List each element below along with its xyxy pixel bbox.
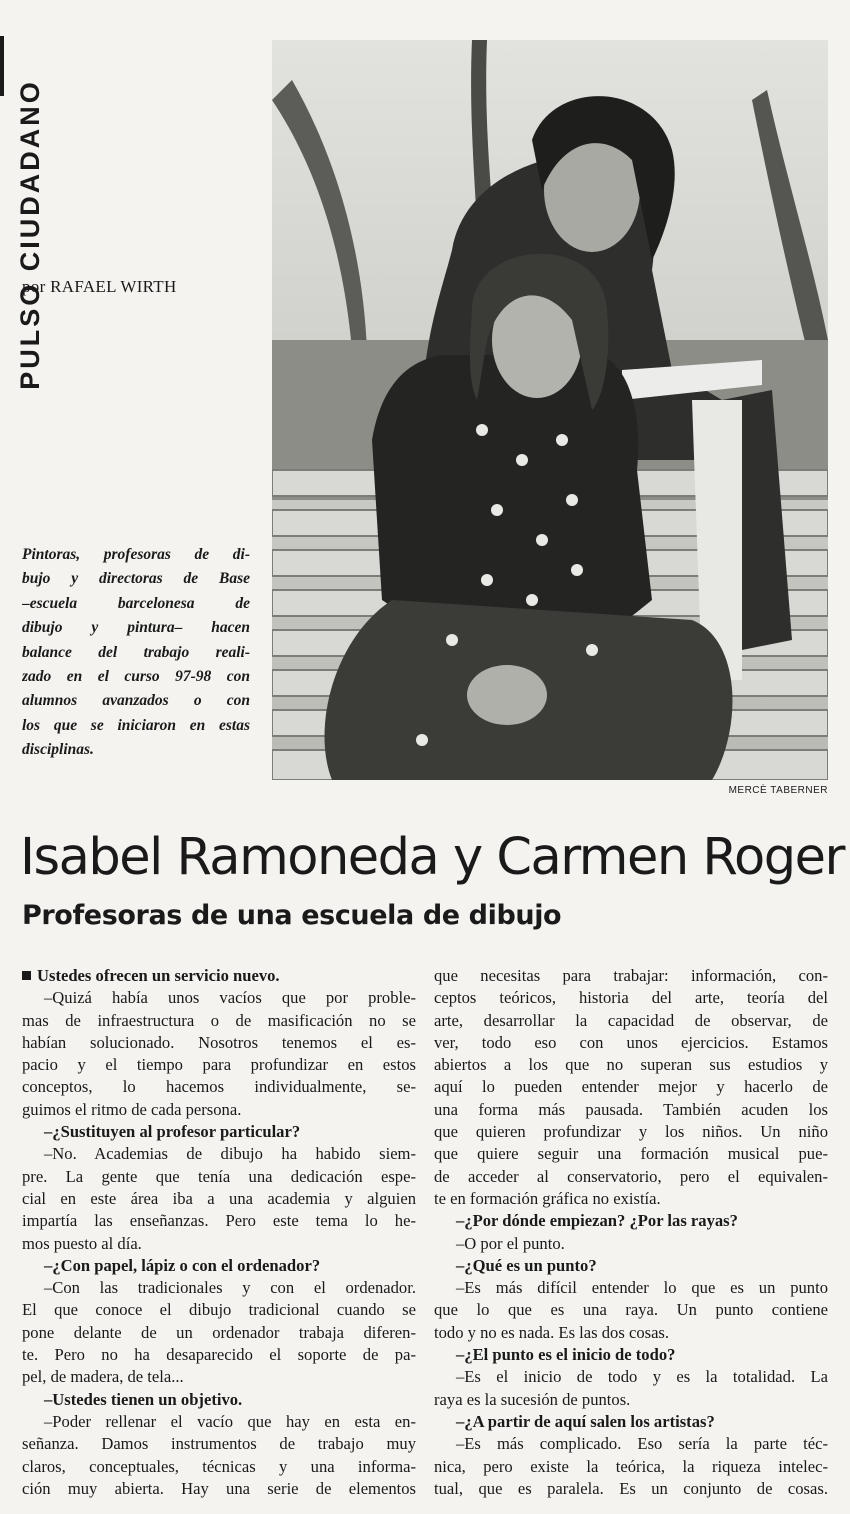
question-line: [22, 1389, 416, 1411]
answer-line: [434, 965, 828, 987]
line-text: aquí lo pueden entender mejor y hacerlo de: [434, 1077, 828, 1097]
answer-line: [434, 1099, 828, 1121]
intro-line: –escuela barcelonesa de: [22, 594, 250, 612]
question-line: [22, 1121, 416, 1143]
answer-line: [22, 1032, 416, 1054]
line-text: claros, conceptuales, técnicas y una informa-: [22, 1456, 416, 1476]
line-text: abiertos a los que no superan sus estudios y: [434, 1055, 828, 1075]
line-text: –Es más complicado. Eso sería la parte téc-: [456, 1434, 828, 1454]
answer-line: [434, 1366, 828, 1388]
answer-line: [434, 1010, 828, 1032]
answer-line: [434, 1233, 828, 1255]
answer-line: [434, 1433, 828, 1455]
answer-line: [22, 1411, 416, 1433]
photo: [272, 40, 828, 780]
line-text: –Quizá había unos vacíos que por proble-: [44, 988, 416, 1008]
line-text: todo y no es nada. Es las dos cosas.: [434, 1322, 670, 1342]
answer-line: [434, 1456, 828, 1478]
line-text: –Es el inicio de todo y es la totalidad. La: [456, 1367, 828, 1387]
line-text: –O por el punto.: [456, 1233, 565, 1253]
article-column-left: [22, 965, 416, 1500]
intro-text: [22, 543, 250, 763]
intro-line: disciplinas.: [22, 741, 94, 759]
section-label: [10, 36, 50, 432]
line-text: –No. Academias de dibujo ha habido siem-: [44, 1144, 416, 1164]
intro-line: bujo y directoras de Base: [22, 570, 250, 588]
intro-line: alumnos avanzados o con: [22, 692, 250, 710]
line-text: –¿A partir de aquí salen los artistas?: [456, 1411, 715, 1431]
answer-line: [434, 1188, 828, 1210]
line-text: nica, pero existe la teórica, la riqueza intelec-: [434, 1456, 828, 1476]
byline: por RAFAEL WIRTH: [22, 277, 177, 296]
answer-line: [22, 1010, 416, 1032]
line-text: –¿Con papel, lápiz o con el ordenador?: [44, 1255, 321, 1275]
section-label-text: PULSO CIUDADANO: [14, 78, 45, 390]
line-text: –¿Sustituyen al profesor particular?: [44, 1122, 301, 1142]
line-text: pre. La gente que tenía una dedicación espe-: [22, 1166, 416, 1186]
line-text: –Con las tradicionales y con el ordenador.: [44, 1278, 416, 1298]
answer-line: [22, 1188, 416, 1210]
answer-line: [434, 1322, 828, 1344]
line-text: una forma más pausada. También acuden los: [434, 1099, 828, 1119]
line-text: –¿Qué es un punto?: [456, 1255, 597, 1275]
line-text: tual, que es paralela. Es un conjunto de cosas.: [434, 1478, 828, 1498]
line-text: cial en este área iba a una academia y alguien: [22, 1188, 416, 1208]
answer-line: [22, 1299, 416, 1321]
subheadline: Profesoras de una escuela de dibujo: [22, 900, 562, 931]
line-text: que necesitas para trabajar: información, con-: [434, 966, 828, 985]
answer-line: [434, 1076, 828, 1098]
answer-line: [22, 1277, 416, 1299]
section-rule: [0, 36, 4, 96]
line-text: arte, desarrollar la capacidad de observar, de: [434, 1010, 828, 1030]
line-text: mos puesto al día.: [22, 1233, 142, 1253]
answer-line: [434, 1121, 828, 1143]
answer-line: [434, 987, 828, 1009]
line-text: –Poder rellenar el vacío que hay en esta en-: [44, 1411, 416, 1431]
line-text: pacio y el tiempo para profundizar en estos: [22, 1055, 416, 1075]
line-text: –Es más difícil entender lo que es un punto: [456, 1278, 828, 1298]
answer-line: [22, 1366, 416, 1388]
square-bullet-icon: [22, 971, 31, 980]
line-text: impartía las enseñanzas. Pero este tema lo he-: [22, 1211, 416, 1231]
line-text: habían solucionado. Nosotros tenemos el es-: [22, 1032, 416, 1052]
answer-line: [22, 1210, 416, 1232]
line-text: ver, todo eso con unos ejercicios. Estamos: [434, 1032, 828, 1052]
line-text: conceptos, lo hacemos individualmente, se-: [22, 1077, 416, 1097]
intro-line: zado en el curso 97-98 con: [22, 667, 250, 685]
question-line: [22, 1255, 416, 1277]
question-line: [434, 1210, 828, 1232]
answer-line: [22, 1456, 416, 1478]
answer-line: [434, 1143, 828, 1165]
line-text: pone delante de un ordenador trabaja diferen-: [22, 1322, 416, 1342]
line-text: que quieren profundizar y los niños. Un niño: [434, 1122, 828, 1142]
line-text: que lo que es una raya. Un punto contiene: [434, 1300, 828, 1320]
answer-line: [22, 1076, 416, 1098]
line-text: El que conoce el dibujo tradicional cuando se: [22, 1300, 416, 1320]
question-line: [434, 1344, 828, 1366]
line-text: mas de infraestructura o de masificación no se: [22, 1010, 416, 1030]
answer-line: [434, 1389, 828, 1411]
answer-line: [22, 987, 416, 1009]
line-text: señanza. Damos instrumentos de trabajo muy: [22, 1434, 416, 1454]
headline: Isabel Ramoneda y Carmen Roger: [20, 828, 844, 887]
question-line: [434, 1411, 828, 1433]
answer-line: [434, 1478, 828, 1500]
answer-line: [434, 1299, 828, 1321]
line-text: –¿El punto es el inicio de todo?: [456, 1345, 676, 1365]
line-text: te en formación gráfica no existía.: [434, 1188, 661, 1208]
line-text: que quiere seguir una formación musical pue-: [434, 1144, 828, 1164]
answer-line: [434, 1277, 828, 1299]
line-text: pel, de madera, de tela...: [22, 1367, 184, 1387]
line-text: guimos el ritmo de cada persona.: [22, 1099, 242, 1119]
photo-illustration: [272, 40, 828, 780]
answer-line: [22, 1322, 416, 1344]
line-text: –Ustedes tienen un objetivo.: [44, 1389, 243, 1409]
answer-line: [434, 1166, 828, 1188]
article-column-right: [434, 965, 828, 1500]
photo-credit: MERCÈ TABERNER: [728, 785, 828, 796]
intro-line: balance del trabajo reali-: [22, 643, 250, 661]
line-text: –¿Por dónde empiezan? ¿Por las rayas?: [456, 1211, 738, 1231]
answer-line: [22, 1478, 416, 1500]
answer-line: [434, 1032, 828, 1054]
line-text: ceptos teóricos, historia del arte, teoría del: [434, 988, 828, 1008]
answer-line: [22, 1433, 416, 1455]
answer-line: [22, 1143, 416, 1165]
answer-line: [22, 1166, 416, 1188]
answer-line: [22, 1054, 416, 1076]
question-line: [22, 965, 416, 987]
intro-line: dibujo y pintura– hacen: [22, 619, 250, 637]
line-text: ción muy abierta. Hay una serie de elementos: [22, 1478, 416, 1498]
answer-line: [22, 1233, 416, 1255]
line-text: raya es la sucesión de puntos.: [434, 1389, 631, 1409]
line-text: Ustedes ofrecen un servicio nuevo.: [37, 966, 280, 985]
answer-line: [434, 1054, 828, 1076]
answer-line: [22, 1344, 416, 1366]
answer-line: [22, 1099, 416, 1121]
line-text: de acceder al conservatorio, pero el equivalen-: [434, 1166, 828, 1186]
intro-line: Pintoras, profesoras de di-: [22, 546, 250, 563]
intro-line: los que se iniciaron en estas: [22, 716, 250, 734]
question-line: [434, 1255, 828, 1277]
line-text: te. Pero no ha desaparecido el soporte de pa-: [22, 1345, 416, 1365]
